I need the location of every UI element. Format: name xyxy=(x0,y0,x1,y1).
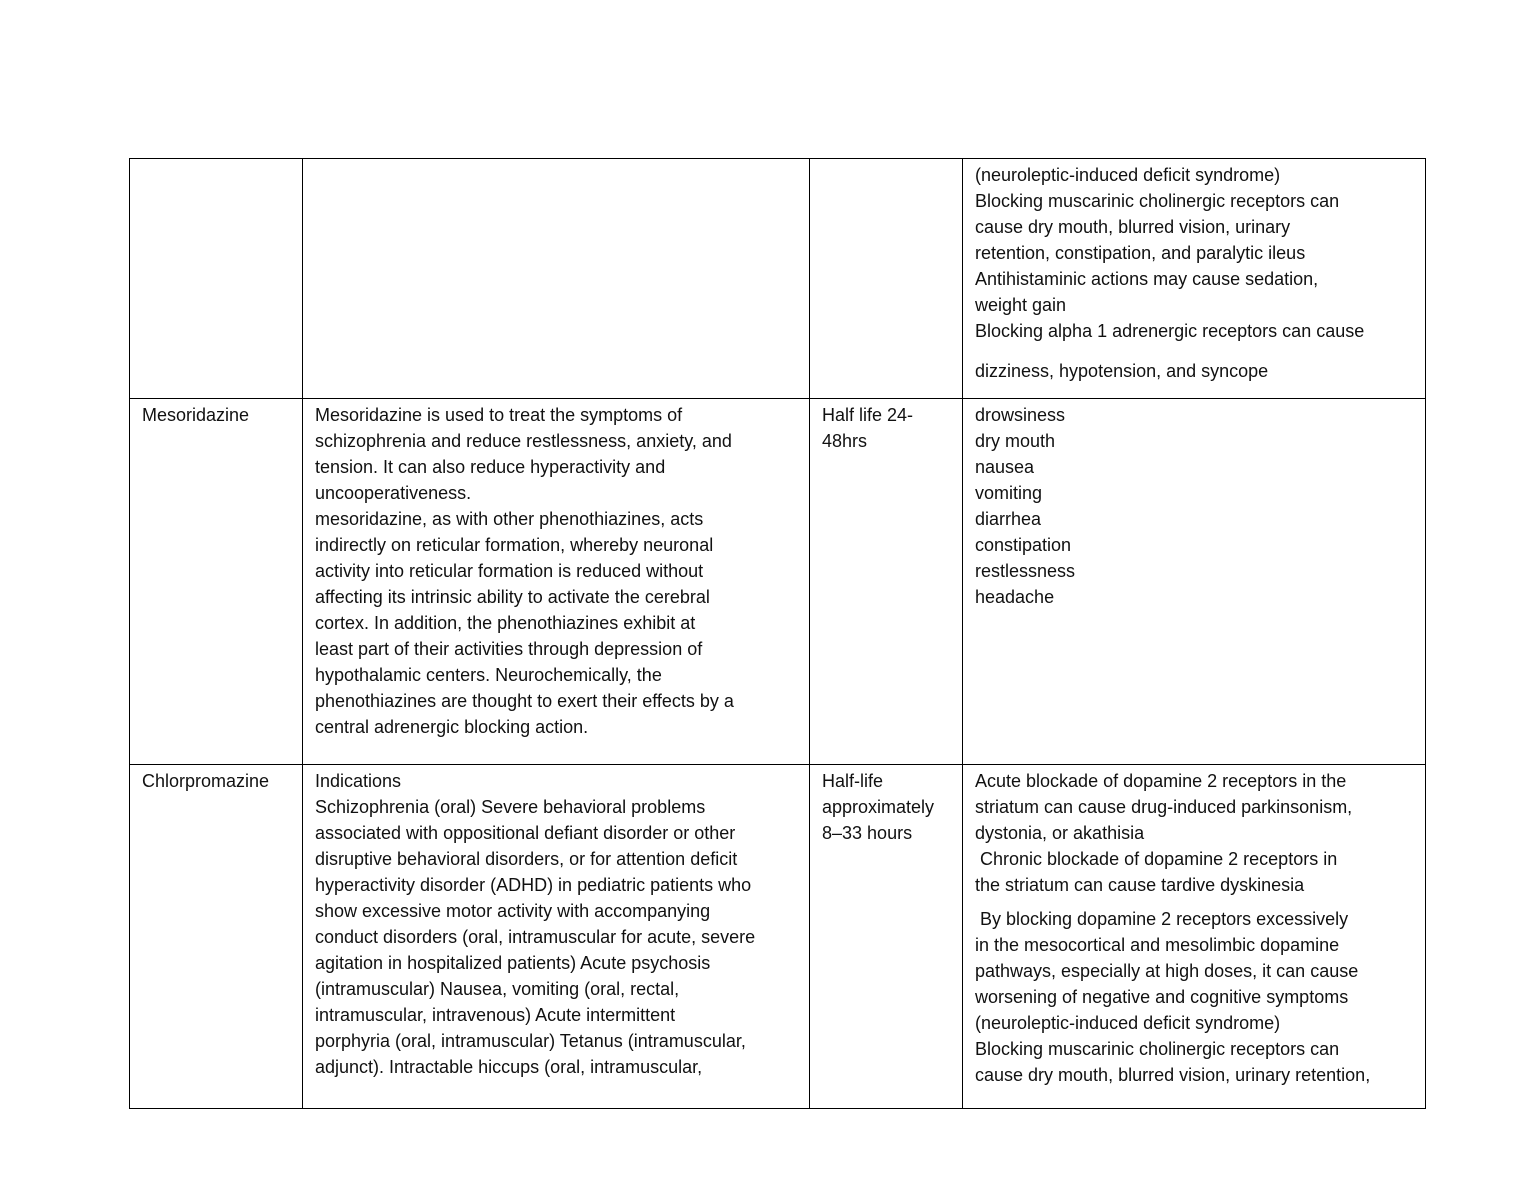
description-cell xyxy=(303,399,810,765)
description-line: tension. It can also reduce hyperactivity and xyxy=(315,457,666,477)
drug-name: Mesoridazine xyxy=(142,405,250,425)
half-life-cell xyxy=(810,765,963,1109)
half-life-line: 8–33 hours xyxy=(822,823,913,843)
description-line: affecting its intrinsic ability to activate the cerebral xyxy=(315,587,710,607)
side-effect-line: (neuroleptic-induced deficit syndrome) xyxy=(975,165,1281,185)
description-line: mesoridazine, as with other phenothiazines, acts xyxy=(315,509,704,529)
side-effect-line: weight gain xyxy=(975,295,1067,315)
table-row xyxy=(130,765,1426,1109)
description-line: porphyria (oral, intramuscular) Tetanus (intramuscular, xyxy=(315,1031,746,1051)
description-line: uncooperativeness. xyxy=(315,483,472,503)
description-line: associated with oppositional defiant disorder or other xyxy=(315,823,736,843)
description-line: cortex. In addition, the phenothiazines exhibit at xyxy=(315,613,696,633)
description-line: agitation in hospitalized patients) Acute psychosis xyxy=(315,953,711,973)
half-life-line: Half life 24- xyxy=(822,405,914,425)
side-effects-cell xyxy=(963,399,1426,765)
description-line: adjunct). Intractable hiccups (oral, intramuscular, xyxy=(315,1057,703,1077)
side-effect-line: in the mesocortical and mesolimbic dopamine xyxy=(975,935,1340,955)
half-life-line: approximately xyxy=(822,797,935,817)
description-line: hypothalamic centers. Neurochemically, the xyxy=(315,665,662,685)
side-effect-line: (neuroleptic-induced deficit syndrome) xyxy=(975,1013,1281,1033)
drug-name: Chlorpromazine xyxy=(142,771,270,791)
half-life-cell xyxy=(810,399,963,765)
side-effect-line: pathways, especially at high doses, it can cause xyxy=(975,961,1359,981)
description-line: show excessive motor activity with accompanying xyxy=(315,901,711,921)
description-line: activity into reticular formation is reduced without xyxy=(315,561,704,581)
description-line: indirectly on reticular formation, whereby neuronal xyxy=(315,535,714,555)
drug-table xyxy=(129,158,1426,1109)
description-cell xyxy=(303,765,810,1109)
description-line: schizophrenia and reduce restlessness, anxiety, and xyxy=(315,431,732,451)
description-line: conduct disorders (oral, intramuscular for acute, severe xyxy=(315,927,756,947)
side-effect-line: cause dry mouth, blurred vision, urinary retention, xyxy=(975,1065,1371,1085)
description-cell xyxy=(303,159,810,399)
side-effect-line: constipation xyxy=(975,535,1072,555)
side-effect-line: headache xyxy=(975,587,1055,607)
side-effect-line: retention, constipation, and paralytic ileus xyxy=(975,243,1306,263)
side-effect-line: Acute blockade of dopamine 2 receptors in the xyxy=(975,771,1347,791)
table-row xyxy=(130,159,1426,399)
description-line: phenothiazines are thought to exert their effects by a xyxy=(315,691,734,711)
description-line: least part of their activities through depression of xyxy=(315,639,703,659)
drug-name-cell xyxy=(130,399,303,765)
side-effect-line: Blocking muscarinic cholinergic receptors can xyxy=(975,191,1340,211)
side-effect-line: Blocking alpha 1 adrenergic receptors can cause xyxy=(975,321,1365,341)
side-effect-line: striatum can cause drug-induced parkinsonism, xyxy=(975,797,1353,817)
side-effect-line: nausea xyxy=(975,457,1035,477)
side-effect-line: dry mouth xyxy=(975,431,1056,451)
side-effect-line: restlessness xyxy=(975,561,1076,581)
half-life-line: 48hrs xyxy=(822,431,868,451)
side-effect-line: dystonia, or akathisia xyxy=(975,823,1145,843)
table-row xyxy=(130,399,1426,765)
description-line: Schizophrenia (oral) Severe behavioral problems xyxy=(315,797,706,817)
side-effect-line: By blocking dopamine 2 receptors excessively xyxy=(975,909,1349,929)
side-effects-cell xyxy=(963,159,1426,399)
description-line: (intramuscular) Nausea, vomiting (oral, rectal, xyxy=(315,979,680,999)
side-effect-line: drowsiness xyxy=(975,405,1066,425)
side-effect-line: cause dry mouth, blurred vision, urinary xyxy=(975,217,1291,237)
description-line: central adrenergic blocking action. xyxy=(315,717,589,737)
description-line: disruptive behavioral disorders, or for attention deficit xyxy=(315,849,738,869)
side-effect-line: dizziness, hypotension, and syncope xyxy=(975,361,1269,381)
side-effect-line: Chronic blockade of dopamine 2 receptors in xyxy=(975,849,1338,869)
side-effect-line: Blocking muscarinic cholinergic receptors can xyxy=(975,1039,1340,1059)
drug-name-cell xyxy=(130,159,303,399)
half-life-cell xyxy=(810,159,963,399)
description-line: Mesoridazine is used to treat the symptoms of xyxy=(315,405,683,425)
side-effects-cell xyxy=(963,765,1426,1109)
side-effect-line: diarrhea xyxy=(975,509,1042,529)
description-line: hyperactivity disorder (ADHD) in pediatric patients who xyxy=(315,875,752,895)
description-heading: Indications xyxy=(315,771,402,791)
description-line: intramuscular, intravenous) Acute intermittent xyxy=(315,1005,676,1025)
side-effect-line: worsening of negative and cognitive symptoms xyxy=(975,987,1349,1007)
side-effect-line: the striatum can cause tardive dyskinesia xyxy=(975,875,1305,895)
side-effect-line: Antihistaminic actions may cause sedation, xyxy=(975,269,1319,289)
half-life-line: Half-life xyxy=(822,771,884,791)
drug-name-cell xyxy=(130,765,303,1109)
side-effect-line: vomiting xyxy=(975,483,1043,503)
